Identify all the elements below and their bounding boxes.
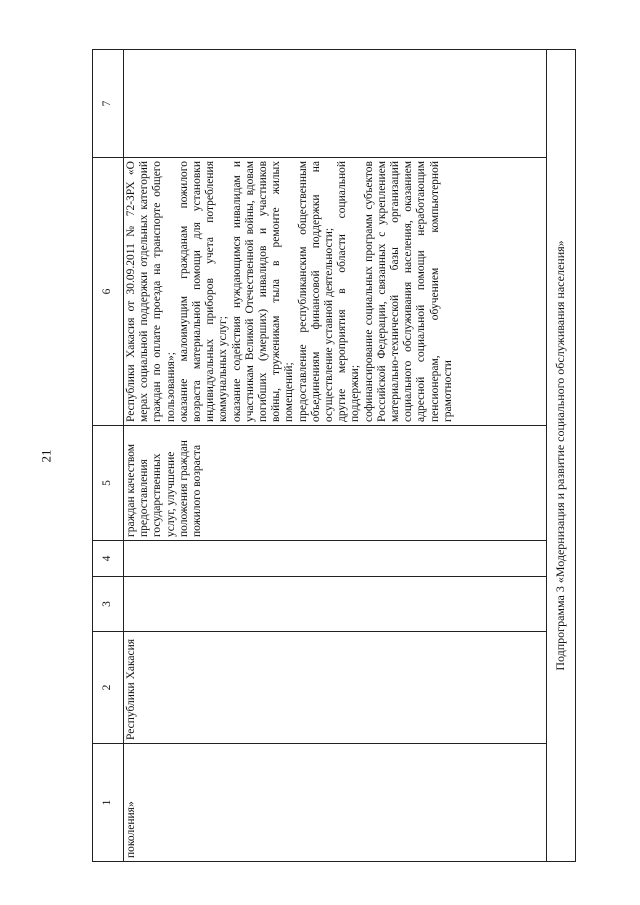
column-header-1: 1 [93, 744, 124, 862]
cell-col7 [124, 50, 547, 158]
activity-item: софинансирование социальных программ субъектов Российской Федерации, связанных с укреплением материально-технической базы организаций социального обслуживания населения, оказанием адресной социальной помощи неработающим пенсионерам, обучением компьютерной грамотности [362, 161, 454, 422]
cell-col3 [124, 577, 547, 632]
activity-item: другие мероприятия в области социальной поддержки; [336, 161, 362, 422]
column-header-6: 6 [93, 158, 124, 426]
activity-item: Республики Хакасия от 30.09.2011 № 72-ЗРХ «О мерах социальной поддержки отдельных категорий граждан по оплате проезда на транспорте общего пользования»; [125, 161, 177, 422]
subprogram-title: Подпрограмма 3 «Модернизация и развитие социального обслуживания населения» [547, 50, 576, 862]
subprogram-row [547, 50, 576, 862]
column-header-5: 5 [93, 426, 124, 541]
column-header-4: 4 [93, 541, 124, 577]
cell-activities [124, 158, 547, 426]
column-header-7: 7 [93, 50, 124, 158]
cell-responsible: Республики Хакасия [124, 632, 547, 744]
column-header-3: 3 [93, 577, 124, 632]
column-numbers-row [93, 50, 124, 862]
cell-col4 [124, 541, 547, 577]
cell-program-name: поколения» [124, 744, 547, 862]
activity-item: оказание содействия нуждающимся инвалидам и участникам Великой Отечественной войны, вдовам погибших (умерших) инвалидов и участников войны, труженикам тыла в ремонте жилых помещений; [230, 161, 296, 422]
activity-item: оказание малоимущим гражданам пожилого возраста материальной помощи для установки индивидуальных приборов учета потребления коммунальных услуг; [177, 161, 230, 422]
program-table [92, 49, 576, 862]
column-header-2: 2 [93, 632, 124, 744]
rotated-page-content [92, 50, 576, 862]
cell-expected-results: граждан качеством предоставления государственных услуг, улучшение положения граждан пожилого возраста [124, 426, 547, 541]
table-row [124, 50, 547, 862]
page-number: 21 [38, 449, 54, 463]
activity-item: предоставление республиканским общественным объединениям финансовой поддержки на осуществление уставной деятельности; [296, 161, 336, 422]
